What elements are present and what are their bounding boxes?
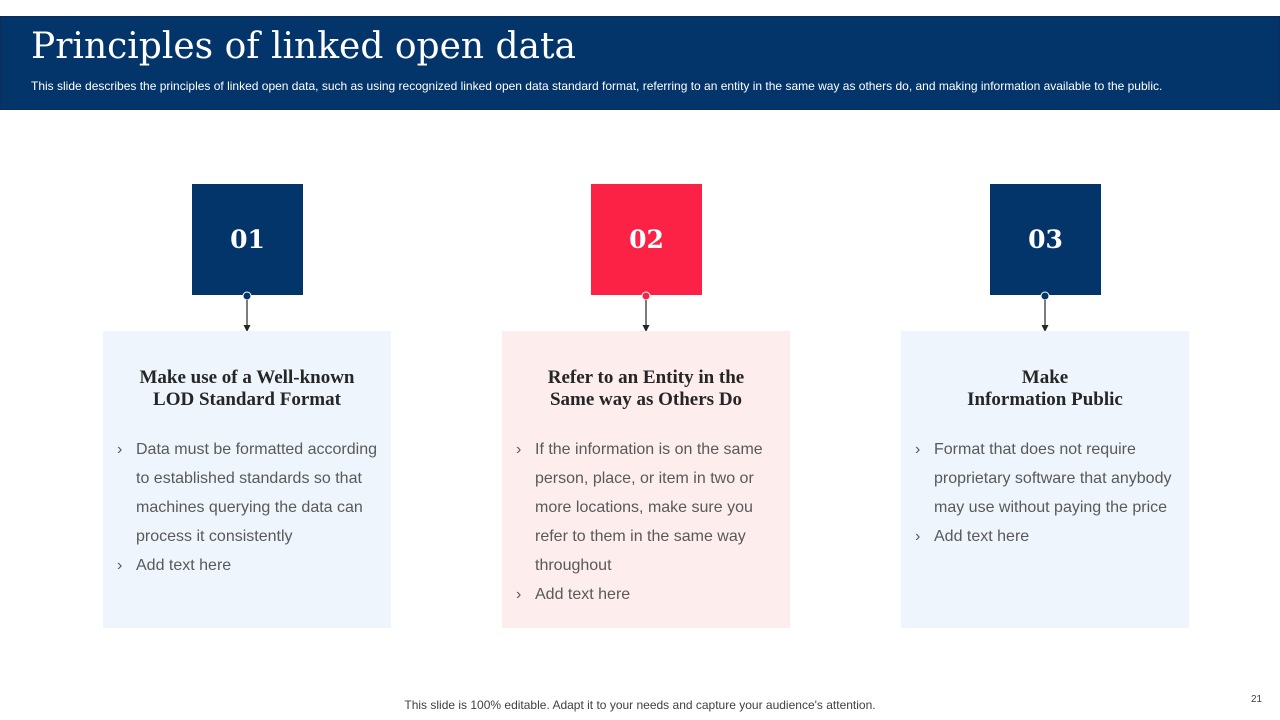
chevron-right-icon: › (516, 441, 522, 458)
card-title-line: Same way as Others Do (549, 389, 743, 410)
page-number: 21 (1251, 694, 1263, 705)
bullet-text: Format that does not require proprietary software that anybody may use without paying the price (934, 441, 1172, 516)
principle-card-01 (103, 331, 391, 628)
number-box-03: 03 (990, 184, 1101, 295)
slide-title: Principles of linked open data (31, 26, 576, 67)
list-item (915, 522, 1179, 551)
list-item (516, 580, 780, 609)
slide-subtitle: This slide describes the principles of linked open data, such as using recognized linked open data standard format, referring to an entity in the same way as others do, and making information available to the public. (31, 79, 1163, 93)
chevron-right-icon: › (915, 441, 921, 458)
number-box-01: 01 (192, 184, 303, 295)
card-title (103, 367, 391, 411)
slide-header (0, 16, 1280, 110)
connector-arrow-01 (241, 291, 253, 333)
chevron-right-icon: › (117, 441, 123, 458)
chevron-right-icon: › (117, 557, 123, 574)
list-item (117, 551, 381, 580)
list-item (117, 435, 381, 551)
bullet-text: Add text here (535, 586, 631, 603)
footer-note: This slide is 100% editable. Adapt it to your needs and capture your audience's attention. (404, 698, 876, 712)
card-title-line: Make (1021, 367, 1069, 388)
bullet-list (516, 435, 780, 609)
number-box-02: 02 (591, 184, 702, 295)
bullet-list (915, 435, 1179, 551)
bullet-list (117, 435, 381, 580)
bullet-text: Add text here (934, 528, 1030, 545)
card-title-line: Information Public (967, 389, 1123, 410)
connector-arrow-02 (640, 291, 652, 333)
bullet-text: Data must be formatted according to established standards so that machines querying the data can process it consistently (136, 441, 378, 545)
bullet-text: Add text here (136, 557, 232, 574)
principle-card-03 (901, 331, 1189, 628)
list-item (516, 435, 780, 580)
principle-card-02 (502, 331, 790, 628)
list-item (915, 435, 1179, 522)
card-title (502, 367, 790, 411)
bullet-text: If the information is on the same person, place, or item in two or more locations, make sure you refer to them in the same way throughout (535, 441, 763, 574)
card-title-line: LOD Standard Format (153, 389, 341, 410)
chevron-right-icon: › (516, 586, 522, 603)
card-title-line: Refer to an Entity in the (547, 367, 745, 388)
chevron-right-icon: › (915, 528, 921, 545)
card-title-line: Make use of a Well-known (139, 367, 355, 388)
connector-arrow-03 (1039, 291, 1051, 333)
card-title (901, 367, 1189, 411)
